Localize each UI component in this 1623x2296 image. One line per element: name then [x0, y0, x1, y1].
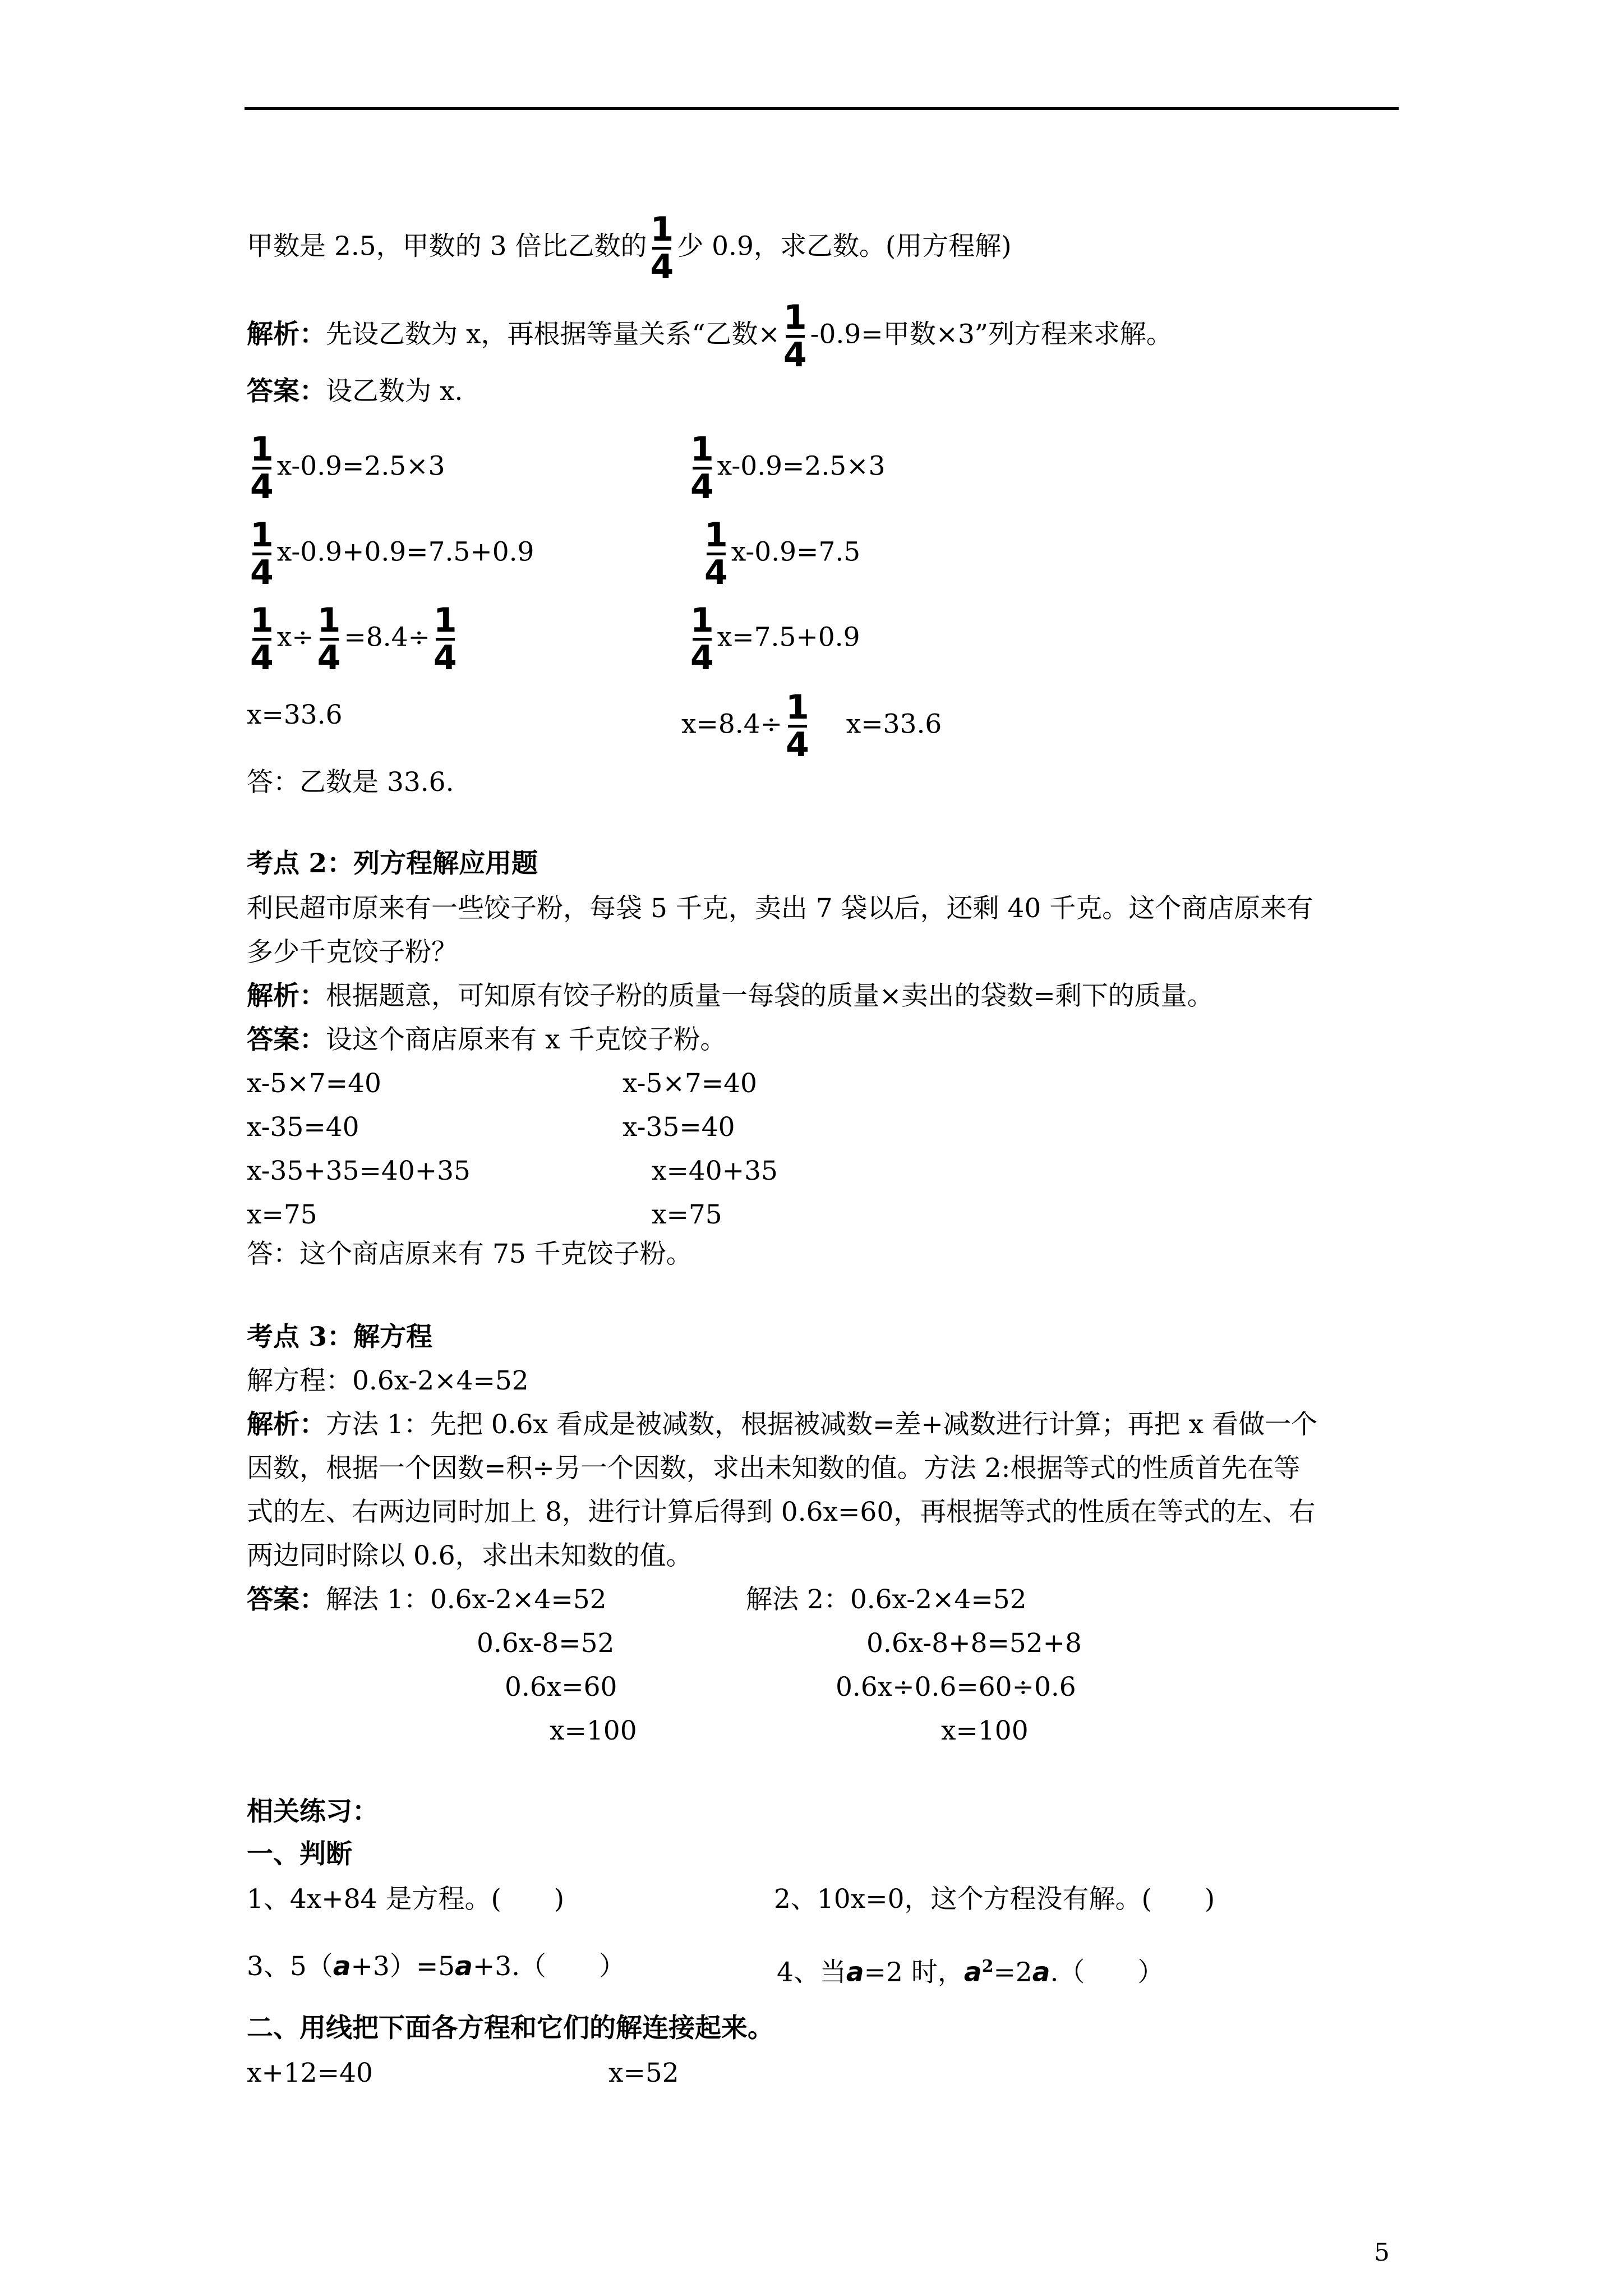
q2-problem-line2: 多少千克饺子粉？	[247, 937, 458, 968]
q1-answer-intro: 答案：设乙数为 x.	[247, 376, 463, 407]
q2-final-answer: 答：这个商店原来有 75 千克饺子粉。	[247, 1239, 693, 1269]
page-number: 5	[1374, 2238, 1390, 2267]
match-left-equation: x+12=40	[247, 2058, 373, 2088]
q2-right-step-1: x-5×7=40	[623, 1068, 757, 1099]
fraction-quarter: 1 4	[786, 688, 809, 765]
fraction-quarter: 1 4	[704, 516, 728, 592]
q3-method1-head: 答案：解法 1：0.6x-2×4=52	[247, 1584, 607, 1615]
q1-right-step-1: 1 4 x-0.9=2.5×3	[690, 430, 886, 507]
header-rule	[245, 107, 1399, 110]
q2-heading: 考点 2：列方程解应用题	[247, 848, 538, 879]
q1-left-step-3: 1 4 x÷ 1 4 =8.4÷ 1 4	[250, 601, 457, 678]
q3-analysis-line4: 两边同时除以 0.6，求出未知数的值。	[247, 1540, 693, 1571]
fraction-quarter: 1 4	[250, 430, 274, 507]
q3-analysis-line1: 解析：方法 1：先把 0.6x 看成是被减数，根据被减数=差+减数进行计算；再把 x 看做一个	[247, 1409, 1318, 1440]
q2-answer-intro: 答案：设这个商店原来有 x 千克饺子粉。	[247, 1024, 727, 1055]
q1-left-step-4: x=33.6	[247, 700, 343, 730]
q1-right-step-3: 1 4 x=7.5+0.9	[690, 601, 860, 678]
q2-left-step-4: x=75	[247, 1199, 317, 1230]
q1-left-step-2: 1 4 x-0.9+0.9=7.5+0.9	[250, 516, 534, 592]
practice-heading: 相关练习：	[247, 1796, 379, 1827]
q1-left-step-1: 1 4 x-0.9=2.5×3	[250, 430, 445, 507]
fraction-quarter: 1 4	[690, 430, 714, 507]
judgement-item-4: 4、当a=2 时，$a^2=2a$.（ ）	[777, 1957, 1164, 1988]
q1-right-step-4: x=8.4÷ 1 4 x=33.6	[681, 688, 942, 765]
fraction-quarter: 1 4	[433, 601, 457, 678]
q2-analysis: 解析：根据题意，可知原有饺子粉的质量一每袋的质量×卖出的袋数=剩下的质量。	[247, 981, 1214, 1011]
q2-problem-line1: 利民超市原来有一些饺子粉，每袋 5 千克，卖出 7 袋以后，还剩 40 千克。这个商店原来有	[247, 893, 1313, 924]
q1-final-answer: 答：乙数是 33.6.	[247, 767, 454, 798]
q1-analysis: 解析：先设乙数为 x，再根据等量关系“乙数× 1 4 -0.9=甲数×3”列方程来求解。	[247, 298, 1173, 375]
fraction-quarter: 1 4	[317, 601, 341, 678]
q2-right-step-4: x=75	[652, 1199, 722, 1230]
q3-method2-step-3: x=100	[941, 1715, 1029, 1746]
q3-analysis-line2: 因数，根据一个因数=积÷另一个因数，求出未知数的值。方法 2:根据等式的性质首先在等	[247, 1453, 1301, 1484]
fraction-quarter: 1 4	[783, 298, 807, 375]
judgement-item-1: 1、4x+84 是方程。( )	[247, 1884, 565, 1915]
q1-right-step-2: 1 4 x-0.9=7.5	[704, 516, 861, 592]
q2-right-step-2: x-35=40	[623, 1112, 735, 1143]
q3-method2-step-2: 0.6x÷0.6=60÷0.6	[836, 1672, 1076, 1703]
match-right-solution: x=52	[608, 2058, 679, 2088]
q2-right-step-3: x=40+35	[652, 1156, 778, 1186]
q3-heading: 考点 3：解方程	[247, 1322, 433, 1352]
practice-section-matching: 二、用线把下面各方程和它们的解连接起来。	[247, 2013, 774, 2044]
q2-left-step-3: x-35+35=40+35	[247, 1156, 471, 1186]
fraction-quarter: 1 4	[250, 601, 274, 678]
q3-method1-step-3: x=100	[550, 1715, 637, 1746]
q3-method1-step-1: 0.6x-8=52	[477, 1628, 615, 1659]
q2-left-step-1: x-5×7=40	[247, 1068, 381, 1099]
practice-section-judgement: 一、判断	[247, 1839, 352, 1870]
judgement-item-2: 2、10x=0，这个方程没有解。( )	[774, 1884, 1215, 1915]
q3-analysis-line3: 式的左、右两边同时加上 8，进行计算后得到 0.6x=60，再根据等式的性质在等式的左、右	[247, 1497, 1316, 1527]
q3-method1-step-2: 0.6x=60	[505, 1672, 617, 1703]
fraction-quarter: 1 4	[650, 210, 674, 287]
fraction-quarter: 1 4	[250, 516, 274, 592]
fraction-quarter: 1 4	[690, 601, 714, 678]
q1-problem: 甲数是 2.5，甲数的 3 倍比乙数的 1 4 少 0.9，求乙数。(用方程解)	[247, 210, 1012, 287]
q3-method2-step-1: 0.6x-8+8=52+8	[866, 1628, 1082, 1659]
q3-method2-head: 解法 2：0.6x-2×4=52	[746, 1584, 1027, 1615]
q2-left-step-2: x-35=40	[247, 1112, 359, 1143]
q3-problem: 解方程：0.6x-2×4=52	[247, 1365, 529, 1396]
judgement-item-3: 3、5（a+3）=5a+3.（ ）	[247, 1951, 626, 1982]
